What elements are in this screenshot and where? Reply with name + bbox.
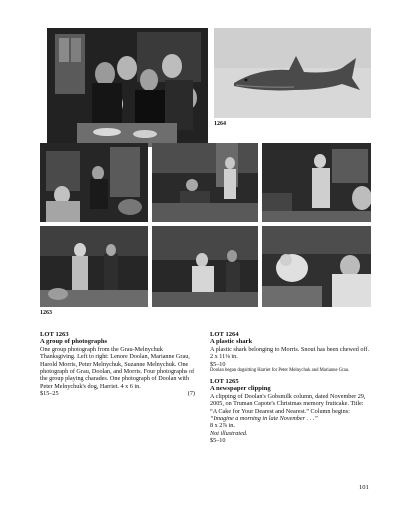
lot-number: LOT 1265 (210, 378, 239, 386)
price-row (40, 390, 195, 397)
column-quote: “Imagine a morning in late November . . .” (210, 415, 318, 423)
lot-number: LOT 1263 (40, 331, 69, 338)
lot-title: A newspaper clipping (210, 385, 271, 393)
lot-price: $5–10 (210, 437, 226, 445)
lot-1263-entry (40, 331, 195, 398)
charades-photograph-1 (40, 143, 148, 222)
lot-description (210, 393, 371, 423)
lot-title: A group of photographs (40, 338, 108, 346)
lot-price: $5–10 (210, 360, 226, 368)
lot-description: One group photograph from the Grau-Melnychuk Thanksgiving. Left to right: Lenore Doolan, Marianne Grau, Harold Morris, Peter Melnychuk, Suzanne Melnychuk. One photograph of Grau, Doolan, and Morris. Four photographs of the group playing charades. One photograph of Doolan with Peter Melnychuk's dog, Harriet. 4 x 6 in. (40, 345, 195, 390)
lot-number: LOT 1264 (210, 331, 239, 338)
illustration-note: Not illustrated. (210, 429, 248, 437)
lot-description: A plastic shark belonging to Morris. Snout has been chewed off. 2 x 11⅛ in. (210, 345, 370, 361)
dog-photograph (262, 226, 371, 307)
item-count: (7) (187, 390, 195, 398)
charades-photograph-2 (152, 143, 258, 222)
lot-note: Doolan began dogsitting Harriet for Peter Melnychuk and Marianne Grau. (210, 368, 350, 374)
figure-label-1263: 1263 (40, 310, 52, 316)
lot-size: 8 x 2⅞ in. (210, 422, 235, 430)
lot-1264-1265-entries (210, 331, 371, 445)
charades-photograph-4 (40, 226, 148, 307)
group-photograph (47, 28, 208, 147)
lot-price: $15–25 (40, 390, 59, 398)
page-number: 101 (359, 484, 369, 491)
figure-label-1264: 1264 (214, 121, 226, 127)
charades-photograph-3 (262, 143, 371, 222)
description-text: A clipping of Doolan's Gobsmilk column, dated November 29, 2005, on Truman Capote's Christmas memory fruitcake. Title: “A Cake for Your Dearest and Nearest.” Column begins: (210, 392, 366, 415)
lot-title: A plastic shark (210, 338, 253, 346)
charades-photograph-5 (152, 226, 258, 307)
shark-photograph (214, 28, 371, 118)
